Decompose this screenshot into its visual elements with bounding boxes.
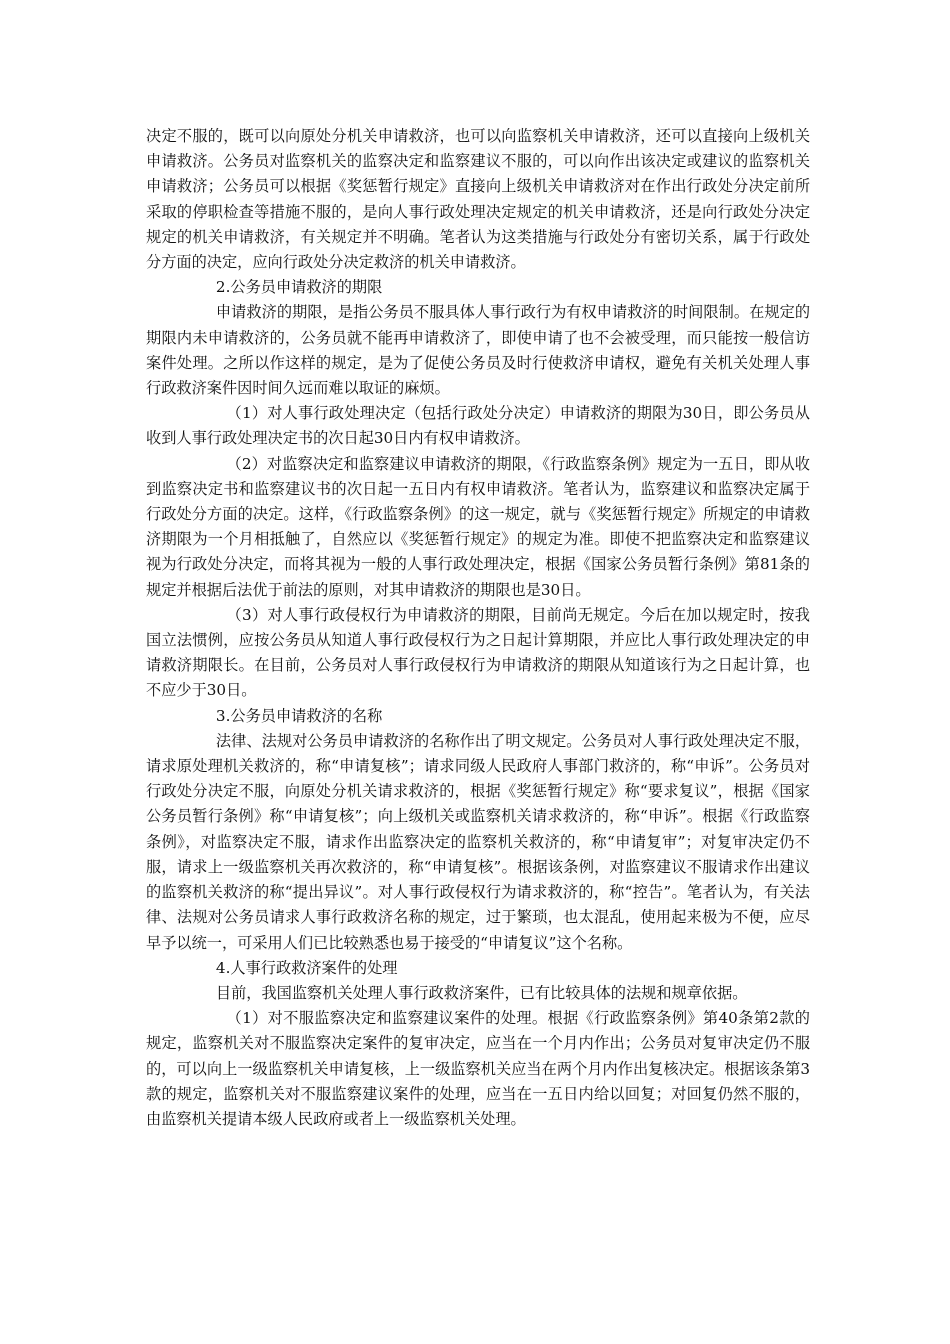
list-item: （2）对监察决定和监察建议申请救济的期限，《行政监察条例》规定为一五日，即从收到监察决定书和监察建议书的次日起一五日内有权申请救济。笔者认为，监察建议和监察决定属于行政处分方面的决定。这样，《行政监察条例》的这一规定，就与《奖惩暂行规定》所规定的申请救济期限为一个月相抵触了，自然应以《奖惩暂行规定》的规定为准。即使不把监察决定和监察建议视为行政处分决定，而将其视为一般的人事行政处理决定，根据《国家公务员暂行条例》第81条的规定并根据后法优于前法的原则，对其申请救济的期限也是30日。 — [146, 454, 810, 599]
list-item: （3）对人事行政侵权行为申请救济的期限，目前尚无规定。今后在加以规定时，按我国立法惯例，应按公务员从知道人事行政侵权行为之日起计算期限，并应比人事行政处理决定的申请救济期限长。在目前，公务员对人事行政侵权行为申请救济的期限从知道该行为之日起计算，也不应少于30日。 — [146, 605, 810, 700]
list-item: （1）对人事行政处理决定（包括行政处分决定）申请救济的期限为30日，即公务员从收到人事行政处理决定书的次日起30日内有权申请救济。 — [146, 404, 810, 448]
list-item: （1）对不服监察决定和监察建议案件的处理。根据《行政监察条例》第40条第2款的规定，监察机关对不服监察决定案件的复审决定，应当在一个月内作出；公务员对复审决定仍不服的，可以向上一级监察机关申请复核，上一级监察机关应当在两个月内作出复核决定。根据该条第3款的规定，监察机关对不服监察建议案件的处理，应当在一五日内给以回复；对回复仍然不服的，由监察机关提请本级人民政府或者上一级监察机关处理。 — [146, 1009, 810, 1128]
paragraph: 决定不服的，既可以向原处分机关申请救济，也可以向监察机关申请救济，还可以直接向上级机关申请救济。公务员对监察机关的监察决定和监察建议不服的，可以向作出该决定或建议的监察机关申请救济；公务员可以根据《奖惩暂行规定》直接向上级机关申请救济对在作出行政处分决定前所采取的停职检查等措施不服的，是向人事行政处理决定规定的机关申请救济，还是向行政处分决定规定的机关申请救济，有关规定并不明确。笔者认为这类措施与行政处分有密切关系，属于行政处分方面的决定，应向行政处分决定救济的机关申请救济。 — [146, 127, 810, 272]
section-heading: 3.公务员申请救济的名称 — [215, 706, 383, 725]
paragraph: 目前，我国监察机关处理人事行政救济案件，已有比较具体的法规和规章依据。 — [215, 983, 748, 1002]
body-text — [146, 124, 810, 1132]
paragraph: 法律、法规对公务员申请救济的名称作出了明文规定。公务员对人事行政处理决定不服，请求原处理机关救济的，称“申请复核”；请求同级人民政府人事部门救济的，称“申诉”。公务员对行政处分决定不服，向原处分机关请求救济的，根据《奖惩暂行规定》称“要求复议”，根据《国家公务员暂行条例》称“申请复核”；向上级机关或监察机关请求救济的，称“申诉”。根据《行政监察条例》，对监察决定不服，请求作出监察决定的监察机关救济的，称“申请复审”；对复审决定仍不服，请求上一级监察机关再次救济的，称“申请复核”。根据该条例，对监察建议不服请求作出建议的监察机关救济的称“提出异议”。对人事行政侵权行为请求救济的，称“控告”。笔者认为，有关法律、法规对公务员请求人事行政救济名称的规定，过于繁琐，也太混乱，使用起来极为不便，应尽早予以统一，可采用人们已比较熟悉也易于接受的“申请复议”这个名称。 — [146, 731, 810, 952]
paragraph: 申请救济的期限，是指公务员不服具体人事行政行为有权申请救济的时间限制。在规定的期限内未申请救济的，公务员就不能再申请救济了，即使申请了也不会被受理，而只能按一般信访案件处理。之所以作这样的规定，是为了促使公务员及时行使救济申请权，避免有关机关处理人事行政救济案件因时间久远而难以取证的麻烦。 — [146, 303, 810, 398]
section-heading: 4.人事行政救济案件的处理 — [215, 958, 398, 977]
section-heading: 2.公务员申请救济的期限 — [215, 278, 383, 297]
